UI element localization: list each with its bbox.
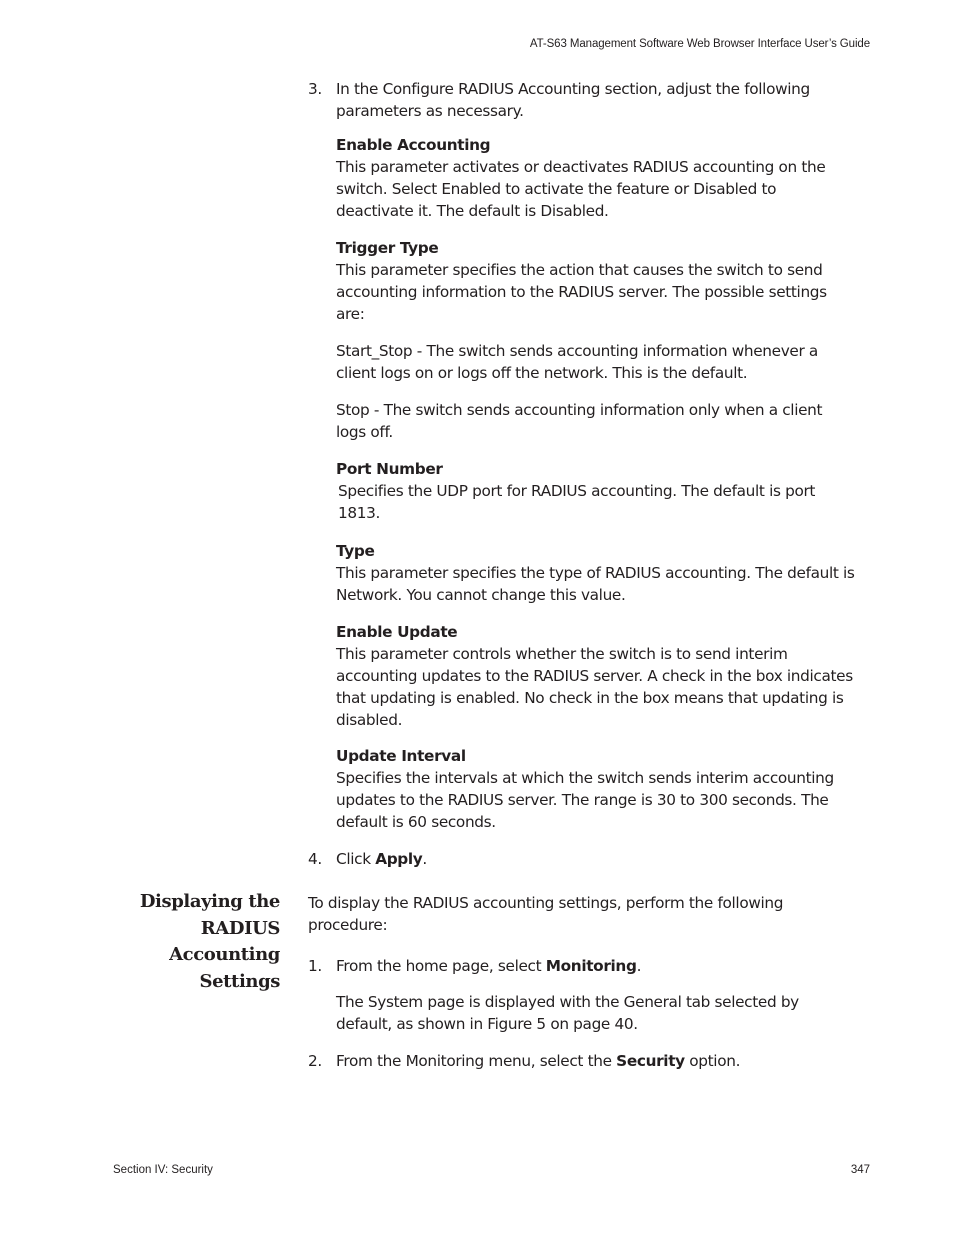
step-3 — [308, 78, 868, 122]
param-enable-update — [336, 621, 856, 731]
footer-section: Section IV: Security — [113, 1164, 213, 1176]
param-description: This parameter controls whether the switch is to send interim accounting updates to the RADIUS server. A check in the box indicates that updating is enabled. No check in the box means that updating is disabled. — [336, 645, 853, 729]
step-text: From the home page, select Monitoring. — [336, 957, 642, 975]
param-trigger-type — [336, 237, 856, 325]
page-number: 347 — [850, 1164, 870, 1176]
param-type — [336, 540, 856, 606]
param-description: This parameter specifies the action that causes the switch to send accounting information to the RADIUS server. The possible settings are: — [336, 261, 827, 323]
param-enable-accounting — [336, 134, 856, 222]
trigger-option-start-stop: Start_Stop - The switch sends accounting information whenever a client logs on or logs off the network. This is the default. — [336, 342, 818, 382]
param-title: Enable Accounting — [336, 136, 491, 154]
param-title: Trigger Type — [336, 239, 439, 257]
section-step-2 — [308, 1050, 868, 1072]
param-description: This parameter specifies the type of RADIUS accounting. The default is Network. You cannot change this value. — [336, 564, 855, 604]
monitoring-label: Monitoring — [545, 957, 637, 975]
step-number: 1. — [308, 957, 322, 975]
param-description: This parameter activates or deactivates RADIUS accounting on the switch. Select Enabled to activate the feature or Disabled to deactivate it. The default is Disabled. — [336, 158, 826, 220]
apply-label: Apply — [375, 850, 423, 868]
step-1-note: The System page is displayed with the General tab selected by default, as shown in Figure 5 on page 40. — [336, 993, 799, 1033]
running-header: AT-S63 Management Software Web Browser Interface User’s Guide — [529, 38, 870, 50]
param-title: Type — [336, 542, 375, 560]
section-step-1 — [308, 955, 868, 977]
step-number: 4. — [308, 850, 322, 868]
trigger-option-stop: Stop - The switch sends accounting information only when a client logs off. — [336, 401, 823, 441]
param-description: Specifies the UDP port for RADIUS accounting. The default is port 1813. — [338, 482, 816, 522]
step-text: From the Monitoring menu, select the Security option. — [336, 1052, 741, 1070]
step-text: Click Apply. — [336, 850, 427, 868]
param-title: Port Number — [336, 460, 443, 478]
security-label: Security — [616, 1052, 685, 1070]
section-heading: Displaying the RADIUS Accounting Settings — [139, 891, 280, 992]
step-number: 3. — [308, 80, 322, 98]
param-update-interval — [336, 745, 856, 833]
section-intro: To display the RADIUS accounting settings, perform the following procedure: — [308, 894, 784, 934]
step-number: 2. — [308, 1052, 322, 1070]
param-title: Enable Update — [336, 623, 458, 641]
page-footer — [113, 1164, 870, 1176]
param-title: Update Interval — [336, 747, 466, 765]
param-port-number — [336, 458, 856, 524]
param-description: Specifies the intervals at which the switch sends interim accounting updates to the RADIUS server. The range is 30 to 300 seconds. The default is 60 seconds. — [336, 769, 834, 831]
step-text: In the Configure RADIUS Accounting section, adjust the following parameters as necessary. — [336, 80, 810, 120]
step-4 — [308, 848, 868, 870]
